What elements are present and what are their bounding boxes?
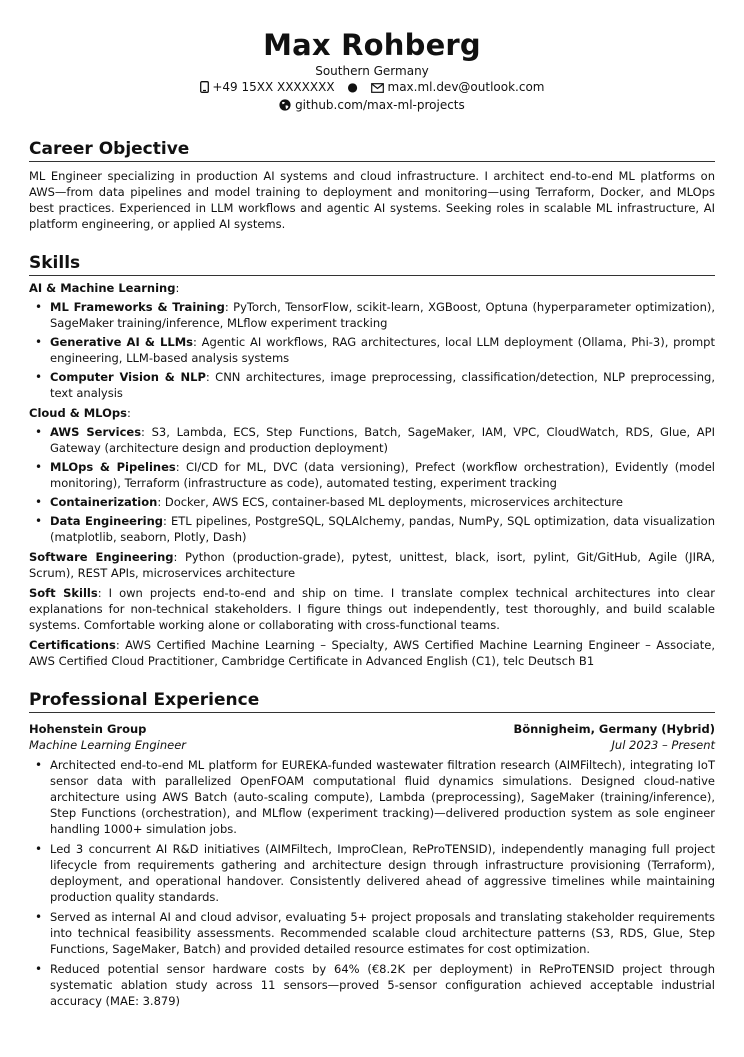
skills-list-cloud [29,424,715,545]
list-item: • Containerization: Docker, AWS ECS, container-based ML deployments, microservices architecture [29,494,715,510]
list-item: • ML Frameworks & Training: PyTorch, TensorFlow, scikit-learn, XGBoost, Optuna (hyperparameter optimization), SageMaker training/inference, MLflow experiment tracking [29,299,715,331]
skills-certifications: Certifications: AWS Certified Machine Learning – Specialty, AWS Certified Machine Learning Engineer – Associate, AWS Certified Cloud Practitioner, Cambridge Certificate in Advanced English (C1), telc Deutsch B1 [29,638,715,668]
job-subheader [29,737,715,753]
email-icon [371,81,384,97]
phone-icon [200,81,209,97]
job-location: Bönnigheim, Germany (Hybrid) [513,722,715,736]
section-title-experience: Professional Experience [29,689,715,713]
job-role: Machine Learning Engineer [29,738,186,752]
list-item: • Reduced potential sensor hardware costs by 64% (€8.2K per deployment) in ReProTENSID project through systematic ablation study across 11 sensors—proved 5-sensor configuration achieved acceptable industrial accuracy (MAE: 3.879) [29,961,715,1009]
resume-page [29,0,715,1009]
contact-line [29,79,715,97]
candidate-name: Max Rohberg [263,28,481,62]
skills-software: Software Engineering: Python (production-grade), pytest, unittest, black, isort, pylint, Git/GitHub, Agile (JIRA, Scrum), REST APIs, microservices architecture [29,550,716,580]
skills-soft: Soft Skills: I own projects end-to-end and ship on time. I translate complex technical architectures into clear explanations for non-technical stakeholders. I figure things out independently, test thoroughly, and build scalable systems. Comfortable working alone or collaborating with cross-functional teams. [29,586,715,632]
list-item: • Architected end-to-end ML platform for EUREKA-funded wastewater filtration research (AIMFiltech), integrating IoT sensor data with parallelized OpenFOAM computational fluid dynamics simulations. Designed cloud-native architecture using AWS Batch (auto-scaling compute), Lambda (preprocessing), SageMaker (training/inference), Step Functions (orchestration), and MLflow (experiment tracking)—delivered production system as sole engineer handling 1000+ simulation jobs. [29,757,715,837]
separator-dot: ● [347,80,358,94]
list-item: • Led 3 concurrent AI R&D initiatives (AIMFiltech, ImproClean, ReProTENSID), independently managing full project lifecycle from requirements gathering and architecture design through infrastructure provisioning (Terraform), deployment, and operational handover. Consistently delivered ahead of aggressive timelines while maintaining production quality standards. [29,841,715,905]
job-header [29,721,715,737]
skills-category-ai: AI & Machine Learning: [29,281,180,295]
globe-icon [279,99,291,115]
phone-number[interactable]: +49 15XX XXXXXXX [212,80,335,94]
github-line [29,97,715,115]
skills-category-cloud: Cloud & MLOps: [29,406,131,420]
location: Southern Germany [315,64,429,78]
github-link[interactable]: github.com/max-ml-projects [295,98,465,112]
objective-text: ML Engineer specializing in production AI systems and cloud infrastructure. I architect end-to-end ML platforms on AWS—from data pipelines and model training to deployment and monitoring—using Terraform, Docker, and MLOps best practices. Experienced in LLM workflows and agentic AI systems. Seeking roles in scalable ML infrastructure, AI platform engineering, or applied AI systems. [29,169,715,231]
section-title-objective: Career Objective [29,138,715,162]
skills-list-ai [29,299,715,401]
list-item: • Computer Vision & NLP: CNN architectures, image preprocessing, classification/detection, NLP preprocessing, text analysis [29,369,715,401]
experience-bullets [29,757,715,1009]
section-title-skills: Skills [29,252,715,276]
job-dates: Jul 2023 – Present [611,738,715,752]
email-link[interactable]: max.ml.dev@outlook.com [387,80,545,94]
list-item: • Served as internal AI and cloud advisor, evaluating 5+ project proposals and translating stakeholder requirements into technical feasibility assessments. Recommended scalable cloud architecture patterns (S3, RDS, Glue, Step Functions, SageMaker, Batch) and provided detailed resource estimates for cost optimization. [29,909,715,957]
list-item: • AWS Services: S3, Lambda, ECS, Step Functions, Batch, SageMaker, IAM, VPC, CloudWatch, RDS, Glue, API Gateway (architecture design and production deployment) [29,424,715,456]
list-item: • Data Engineering: ETL pipelines, PostgreSQL, SQLAlchemy, pandas, NumPy, SQL optimization, data visualization (matplotlib, seaborn, Plotly, Dash) [29,513,715,545]
list-item: • Generative AI & LLMs: Agentic AI workflows, RAG architectures, local LLM deployment (Ollama, Phi-3), prompt engineering, LLM-based analysis systems [29,334,715,366]
company-name: Hohenstein Group [29,722,147,736]
list-item: • MLOps & Pipelines: CI/CD for ML, DVC (data versioning), Prefect (workflow orchestration), Evidently (model monitoring), Terraform (infrastructure as code), automated testing, experiment tracking [29,459,715,491]
